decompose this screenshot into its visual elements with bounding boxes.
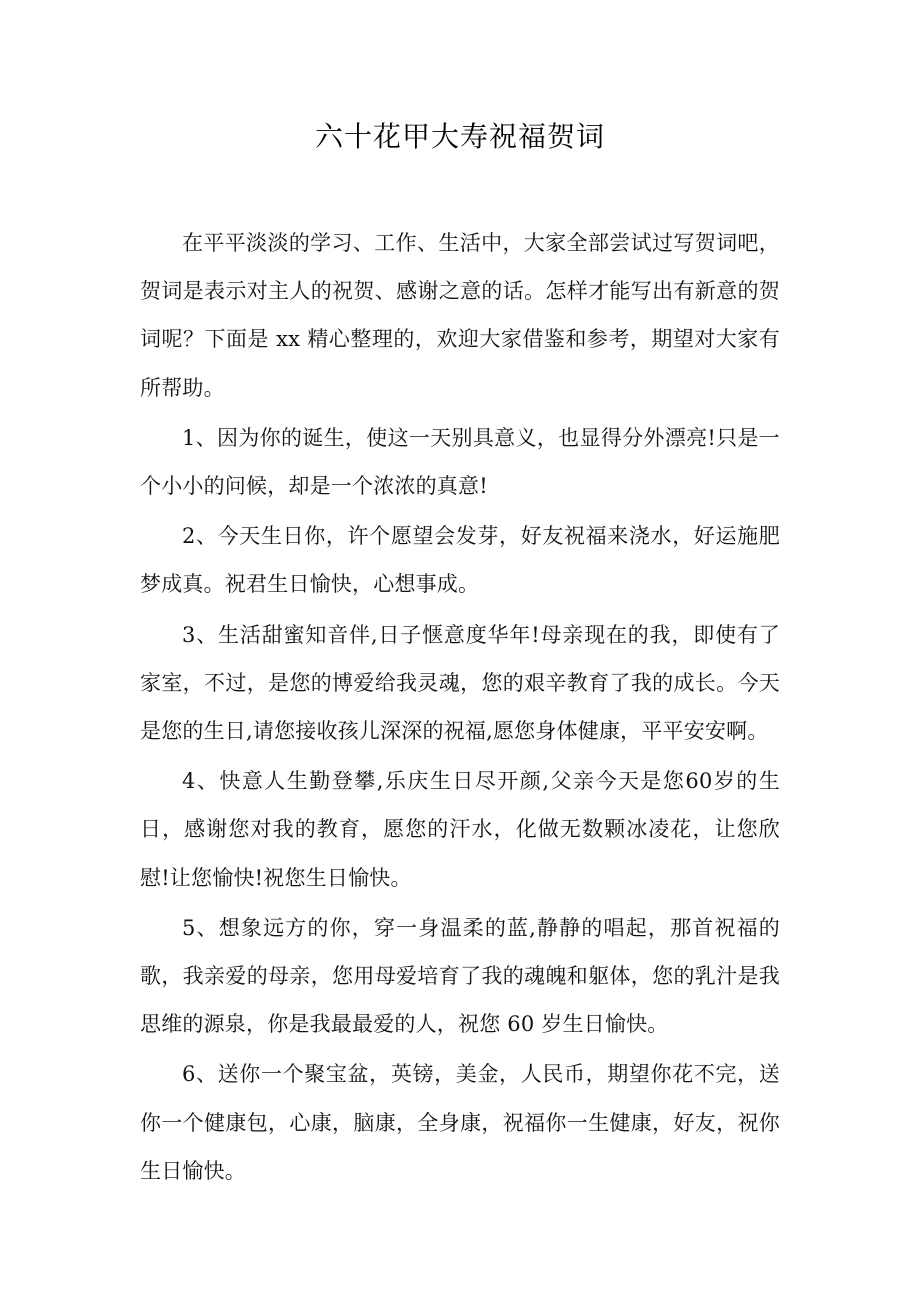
wish-paragraph-6: 6、送你一个聚宝盆，英镑，美金，人民币，期望你花不完，送你一个健康包，心康，脑康，全身康，祝福你一生健康，好友，祝你生日愉快。 [140, 1062, 780, 1183]
wish-paragraph-3: 3、生活甜蜜知音伴,日子惬意度华年!母亲现在的我，即使有了家室，不过，是您的博爱给我灵魂，您的艰辛教育了我的成长。今天是您的生日,请您接收孩儿深深的祝福,愿您身体健康，平平安安啊。 [140, 622, 780, 744]
wish-paragraph-5: 5、想象远方的你，穿一身温柔的蓝,静静的唱起，那首祝福的歌，我亲爱的母亲，您用母爱培育了我的魂魄和躯体，您的乳汁是我思维的源泉，你是我最最爱的人，祝您 60 岁生日愉快。 [140, 915, 780, 1037]
intro-paragraph: 在平平淡淡的学习、工作、生活中，大家全部尝试过写贺词吧，贺词是表示对主人的祝贺、感谢之意的话。怎样才能写出有新意的贺词呢？下面是 xx 精心整理的，欢迎大家借鉴和参考，期望对大家有所帮助。 [140, 231, 780, 400]
wish-paragraph-2: 2、今天生日你，许个愿望会发芽，好友祝福来浇水，好运施肥梦成真。祝君生日愉快，心想事成。 [140, 524, 780, 597]
document-title: 六十花甲大寿祝福贺词 [314, 120, 605, 153]
wish-paragraph-4: 4、快意人生勤登攀,乐庆生日尽开颜,父亲今天是您60岁的生日，感谢您对我的教育，愿您的汗水，化做无数颗冰凌花，让您欣慰!让您愉快!祝您生日愉快。 [140, 769, 780, 890]
document-body [140, 219, 780, 1195]
wish-paragraph-1: 1、因为你的诞生，使这一天别具意义，也显得分外漂亮!只是一个小小的问候，却是一个浓浓的真意! [140, 425, 780, 499]
